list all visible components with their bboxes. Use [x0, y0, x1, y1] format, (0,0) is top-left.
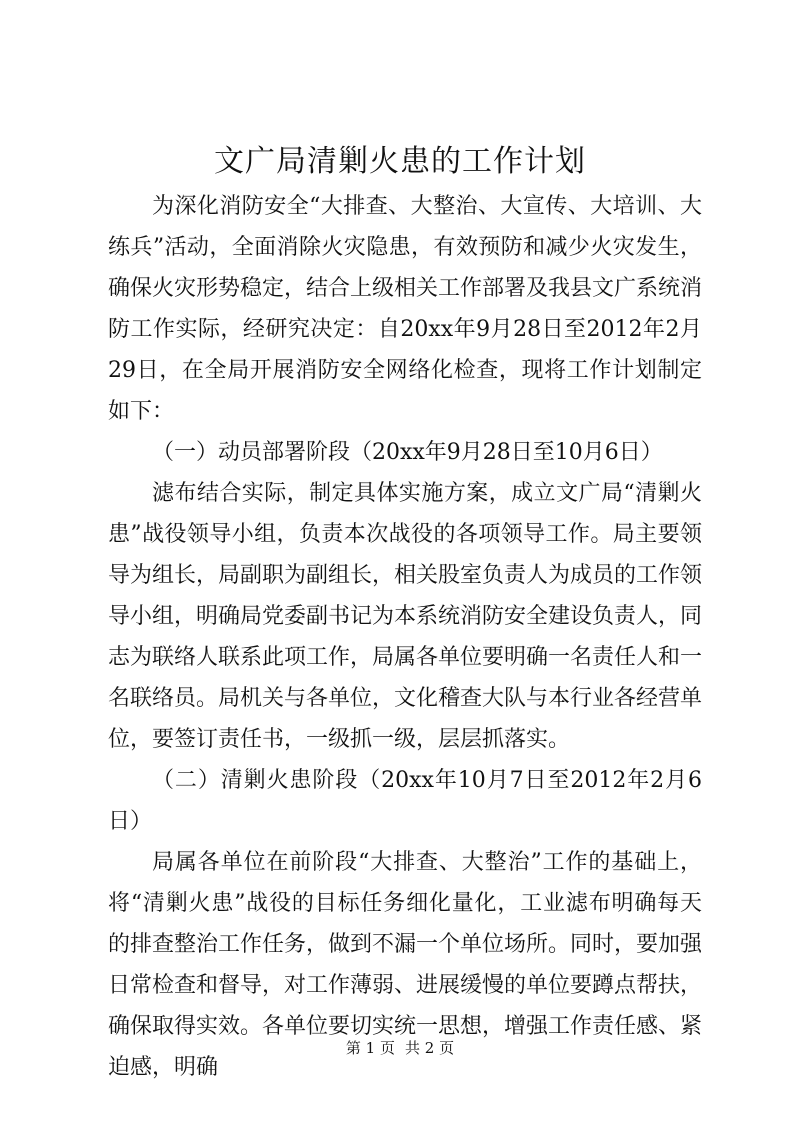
document-title: 文广局清剿火患的工作计划 — [214, 144, 586, 179]
document-body — [108, 186, 702, 1088]
paragraph-section-2: 局属各单位在前阶段“大排查、大整治”工作的基础上，将“清剿火患”战役的目标任务细化量化，工业滤布明确每天的排查整治工作任务，做到不漏一个单位场所。同时，要加强日常检查和督导，对工作薄弱、进展缓慢的单位要蹲点帮扶，确保取得实效。各单位要切实统一思想，增强工作责任感、紧迫感，明确 — [108, 850, 703, 1080]
page-total: 共 2 页 — [405, 1039, 455, 1057]
page-number: 第 1 页 — [345, 1039, 395, 1057]
paragraph-intro: 为深化消防安全“大排查、大整治、大宣传、大培训、大练兵”活动，全面消除火灾隐患，有效预防和减少火灾发生，确保火灾形势稳定，结合上级相关工作部署及我县文广系统消防工作实际，经研究决定：自20xx年9月28日至2012年2月29日，在全局开展消防安全网络化检查，现将工作计划制定如下： — [108, 194, 703, 424]
page-footer — [0, 1038, 800, 1058]
paragraph-section-1: 滤布结合实际，制定具体实施方案，成立文广局“清剿火患”战役领导小组，负责本次战役的各项领导工作。局主要领导为组长，局副职为副组长，相关股室负责人为成员的工作领导小组，明确局党委副书记为本系统消防安全建设负责人，同志为联络人联系此项工作，局属各单位要明确一名责任人和一名联络员。局机关与各单位，文化稽查大队与本行业各经营单位，要签订责任书，一级抓一级，层层抓落实。 — [108, 481, 703, 752]
section-heading-1: （一）动员部署阶段（20xx年9月28日至10月6日） — [152, 440, 663, 465]
section-heading-2: （二）清剿火患阶段（20xx年10月7日至2012年2月6日） — [108, 768, 702, 834]
